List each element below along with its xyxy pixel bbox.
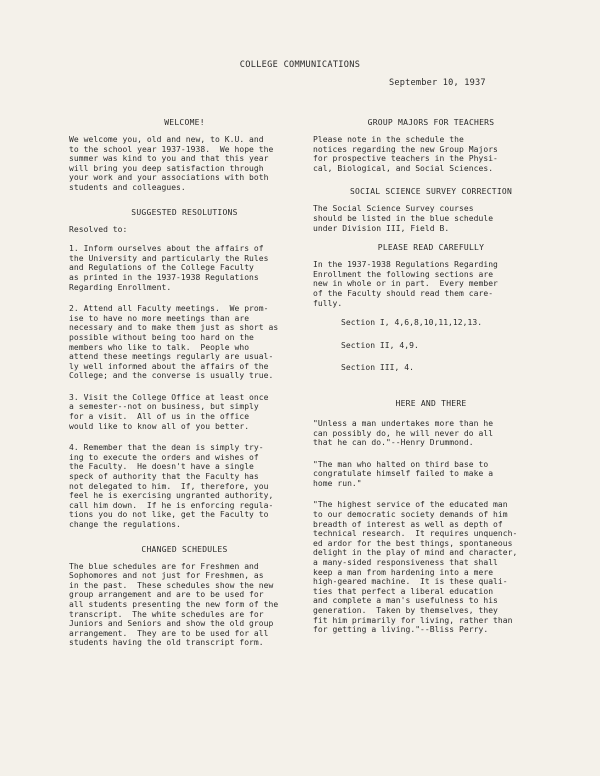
memo-date: September 10, 1937	[389, 78, 486, 88]
masthead: COLLEGE COMMUNICATIONS	[239, 60, 361, 70]
quote-perry: "The highest service of the educated man to our democratic society demands of him breadth of interest as well as depth of technical research. It requires unquench- ed ardor for the best things, spontaneous delight in the play of mind and character, a many-sided responsiveness that shall keep a man from hardening into a mere high-geared machine. It is these quali- ties that perfect a liberal education and complete a man's usefulness to his generation. Taken by themselves, they fit him primarily for living, rather than for getting a living."--Bliss Perry.	[313, 500, 518, 635]
left-column	[69, 118, 300, 660]
right-column	[313, 118, 549, 647]
resolution-1: 1. Inform ourselves about the affairs of the University and particularly the Rules and Regulations of the College Faculty as printed in the 1937-1938 Regulations Regarding Enrollment.	[69, 244, 269, 292]
majors-text: Please note in the schedule the notices regarding the new Group Majors for prospective teachers in the Physi- cal, Biological, and Social Sciences.	[313, 135, 498, 173]
section-3: Section III, 4.	[341, 363, 414, 373]
majors-heading: GROUP MAJORS FOR TEACHERS	[367, 118, 495, 127]
resolutions-heading: SUGGESTED RESOLUTIONS	[131, 207, 238, 217]
resolution-3: 3. Visit the College Office at least once a semester--not on business, but simply for a visit. All of us in the office would like to know all of you better.	[69, 392, 269, 431]
section-2: Section II, 4,9.	[341, 340, 419, 350]
here-heading: HERE AND THERE	[395, 398, 467, 408]
welcome-text: We welcome you, old and new, to K.U. and to the school year 1937-1938. We hope the summer was kind to you and that this year will bring you deep satisfaction through your work and your associations with both students and colleagues.	[69, 135, 274, 192]
section-1: Section I, 4,6,8,10,11,12,13.	[341, 318, 483, 328]
resolution-4: 4. Remember that the dean is simply try- ing to execute the orders and wishes of the Faculty. He doesn't have a single speck of authority that the Faculty has not delegated to him. If, therefore, you feel he is exercising ungranted authority, call him down. If he is enforcing regula- tions you do not like, get the Faculty to change the regulations.	[69, 443, 274, 529]
carefully-text: In the 1937-1938 Regulations Regarding Enrollment the following sections are new in whole or in part. Every member of the Faculty should read them care- fully.	[313, 260, 498, 308]
resolution-2: 2. Attend all Faculty meetings. We prom- ise to have no more meetings than are necessary and to make them just as short as possible without being too hard on the members who like to talk. People who attend these meetings regularly are usual- ly well informed about the affairs of the College; and the converse is usually true.	[69, 304, 279, 381]
survey-heading: SOCIAL SCIENCE SURVEY CORRECTION	[349, 187, 513, 197]
welcome-heading: WELCOME!	[164, 118, 205, 127]
quote-drummond: "Unless a man undertakes more than he can possibly do, he will never do all that he can do."--Henry Drummond.	[313, 418, 494, 448]
survey-text: The Social Science Survey courses should be listed in the blue schedule under Division III, Field B.	[313, 204, 494, 233]
schedules-text: The blue schedules are for Freshmen and Sophomores and not just for Freshmen, as in the past. These schedules show the new group arrangement and are to be used for all students presenting the new form of the transcript. The white schedules are for Juniors and Seniors and show the old group arrangement. They are to be used for all students having the old transcript form.	[69, 561, 279, 648]
carefully-heading: PLEASE READ CAREFULLY	[377, 243, 485, 253]
resolved-label: Resolved to:	[69, 224, 128, 234]
schedules-heading: CHANGED SCHEDULES	[141, 544, 228, 554]
quote-home-run: "The man who halted on third base to congratulate himself failed to make a home run."	[313, 459, 494, 488]
